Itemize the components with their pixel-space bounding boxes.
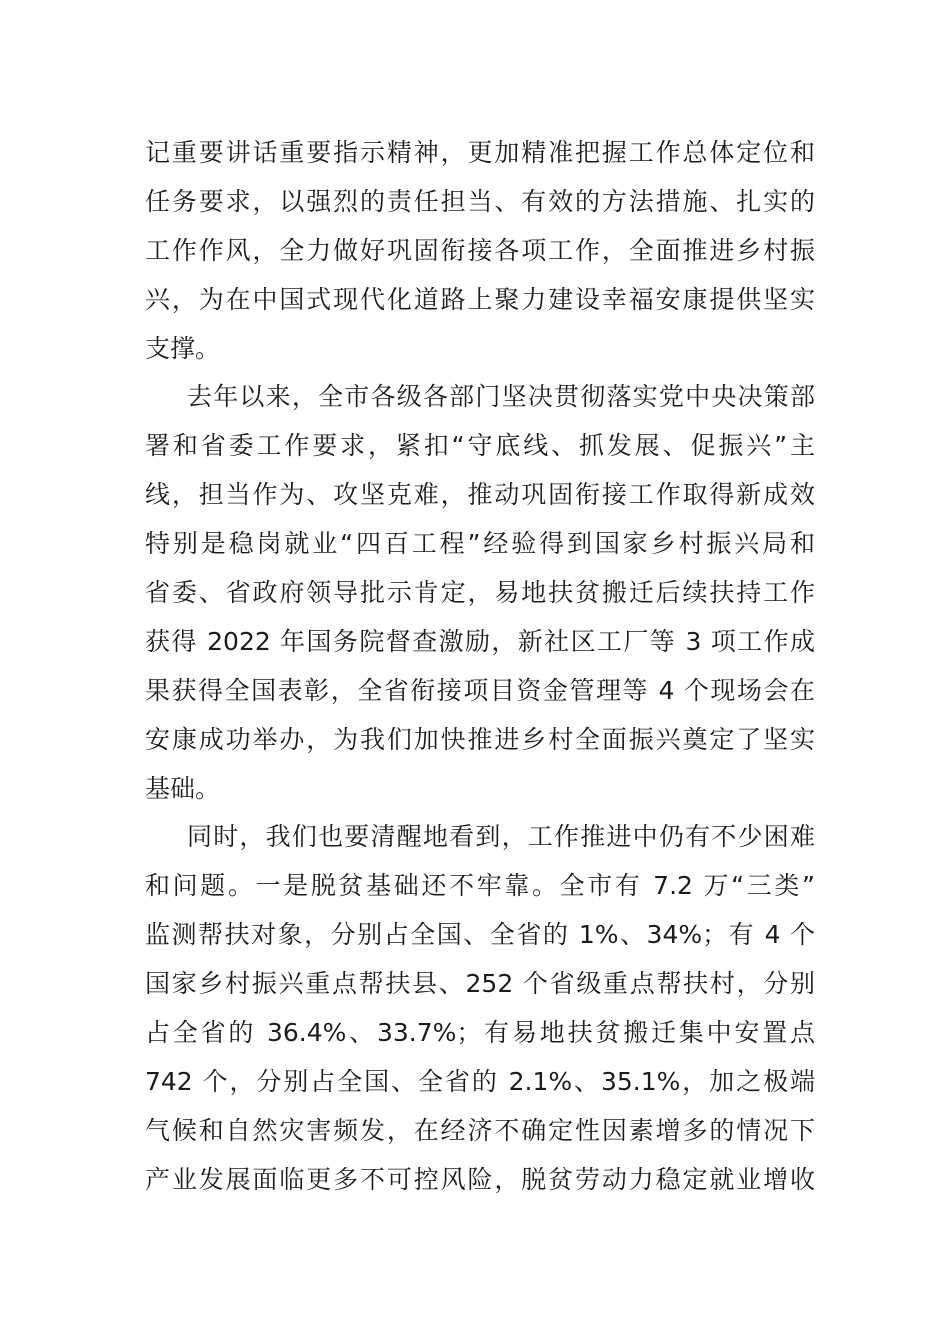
paragraph-1-line-1: 记重要讲话重要指示精神，更加精准把握工作总体定位和 — [145, 138, 815, 167]
paragraph-2-line-3: 线，担当作为、攻坚克难，推动巩固衔接工作取得新成效 — [145, 480, 815, 510]
paragraph-3-line-3: 监测帮扶对象，分别占全国、全省的 1%、34%；有 4 个 — [145, 920, 815, 950]
paragraph-3-line-7: 气候和自然灾害频发，在经济不确定性因素增多的情况下 — [145, 1115, 815, 1145]
paragraph-3-line-6: 742 个，分别占全国、全省的 2.1%、35.1%，加之极端 — [145, 1066, 815, 1096]
paragraph-3-line-8: 产业发展面临更多不可控风险，脱贫劳动力稳定就业增收 — [145, 1164, 815, 1194]
paragraph-1-line-4: 兴，为在中国式现代化道路上聚力建设幸福安康提供坚实 — [145, 284, 815, 314]
paragraph-2-line-4: 特别是稳岗就业“四百工程”经验得到国家乡村振兴局和 — [145, 529, 815, 559]
paragraph-2-line-5: 省委、省政府领导批示肯定，易地扶贫搬迁后续扶持工作 — [145, 578, 815, 608]
paragraph-1-line-3: 工作作风，全力做好巩固衔接各项工作，全面推进乡村振 — [145, 235, 815, 265]
document-body — [145, 129, 815, 1205]
paragraph-2-line-7: 果获得全国表彰，全省衔接项目资金管理等 4 个现场会在 — [145, 675, 815, 705]
paragraph-3-line-4: 国家乡村振兴重点帮扶县、252 个省级重点帮扶村，分别 — [145, 969, 815, 999]
paragraph-3-line-5: 占全省的 36.4%、33.7%；有易地扶贫搬迁集中安置点 — [145, 1018, 815, 1048]
paragraph-1-line-2: 任务要求，以强烈的责任担当、有效的方法措施、扎实的 — [145, 186, 815, 216]
paragraph-2-line-1: 去年以来，全市各级各部门坚决贯彻落实党中央决策部 — [187, 382, 815, 412]
paragraph-2-line-9: 基础。 — [145, 773, 221, 803]
paragraph-2-line-8: 安康成功举办，为我们加快推进乡村全面振兴奠定了坚实 — [145, 724, 815, 754]
paragraph-3-line-2: 和问题。一是脱贫基础还不牢靠。全市有 7.2 万“三类” — [145, 871, 815, 901]
paragraph-3-line-1: 同时，我们也要清醒地看到，工作推进中仍有不少困难 — [187, 822, 815, 852]
paragraph-2-line-6: 获得 2022 年国务院督查激励，新社区工厂等 3 项工作成 — [145, 626, 815, 656]
paragraph-2-line-2: 署和省委工作要求，紧扣“守底线、抓发展、促振兴”主 — [145, 431, 815, 461]
paragraph-1-line-5: 支撑。 — [145, 333, 221, 363]
